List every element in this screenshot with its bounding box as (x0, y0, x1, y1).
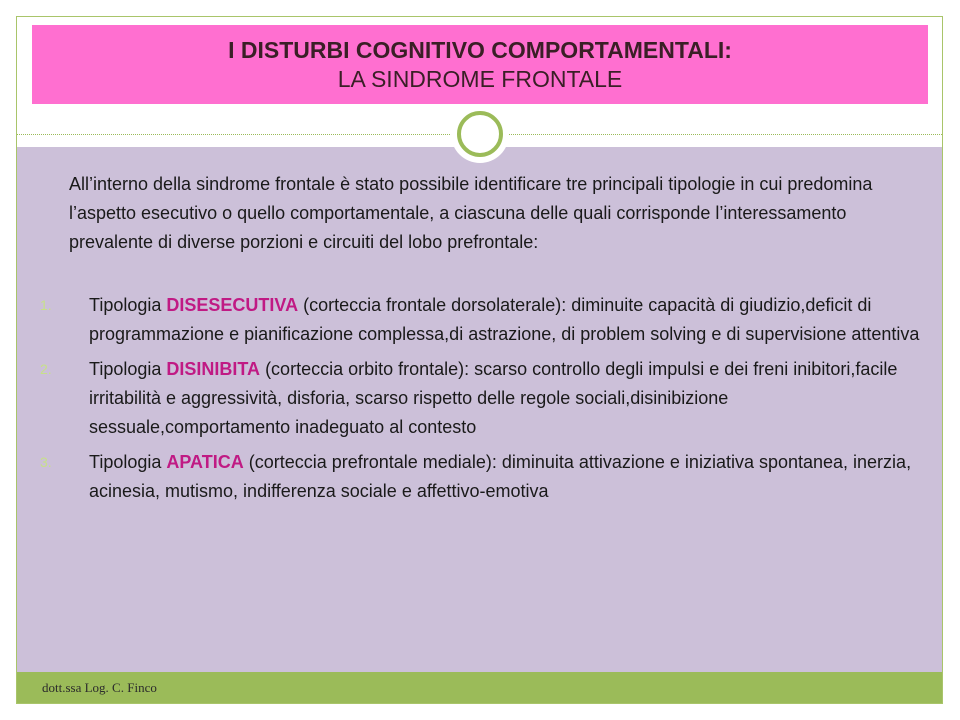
list-number: 2. (40, 361, 52, 377)
list-item (40, 355, 920, 442)
footer-author: dott.ssa Log. C. Finco (42, 680, 157, 695)
item-keyword: DISESECUTIVA (166, 295, 299, 315)
item-keyword: DISINIBITA (166, 359, 261, 379)
item-keyword: APATICA (166, 452, 244, 472)
title-banner (32, 25, 928, 104)
item-text: (corteccia orbito frontale): scarso controllo degli impulsi e dei freni inibitori,facile irritabilità e aggressività, disforia, scarso rispetto delle regole sociali,disinibizione sessuale,comportamento inadeguato al contesto (89, 359, 898, 437)
item-text: (corteccia frontale dorsolaterale): diminuite capacità di giudizio,deficit di programmazione e pianificazione complessa,di astrazione, di problem solving e di supervisione attentiva (89, 295, 920, 344)
typology-list (40, 291, 920, 512)
title-main: I DISTURBI COGNITIVO COMPORTAMENTALI: (228, 36, 732, 63)
item-prefix: Tipologia (89, 452, 167, 472)
item-text: (corteccia prefrontale mediale): diminuita attivazione e iniziativa spontanea, inerzia, acinesia, mutismo, indifferenza sociale e affettivo-emotiva (89, 452, 912, 501)
item-prefix: Tipologia (89, 359, 167, 379)
list-item (40, 448, 920, 506)
title-subtitle: LA SINDROME FRONTALE (337, 65, 623, 92)
list-number: 1. (40, 297, 52, 313)
intro-paragraph: All’interno della sindrome frontale è stato possibile identificare tre principali tipologie in cui predomina l’aspetto esecutivo o quello comportamentale, a ciascuna delle quali corrisponde l’interessamento prevalente di diverse porzioni e circuiti del lobo prefrontale: (69, 174, 873, 252)
list-number: 3. (40, 454, 52, 470)
list-item (40, 291, 920, 349)
circle-ring-inner (457, 111, 503, 157)
item-prefix: Tipologia (89, 295, 167, 315)
